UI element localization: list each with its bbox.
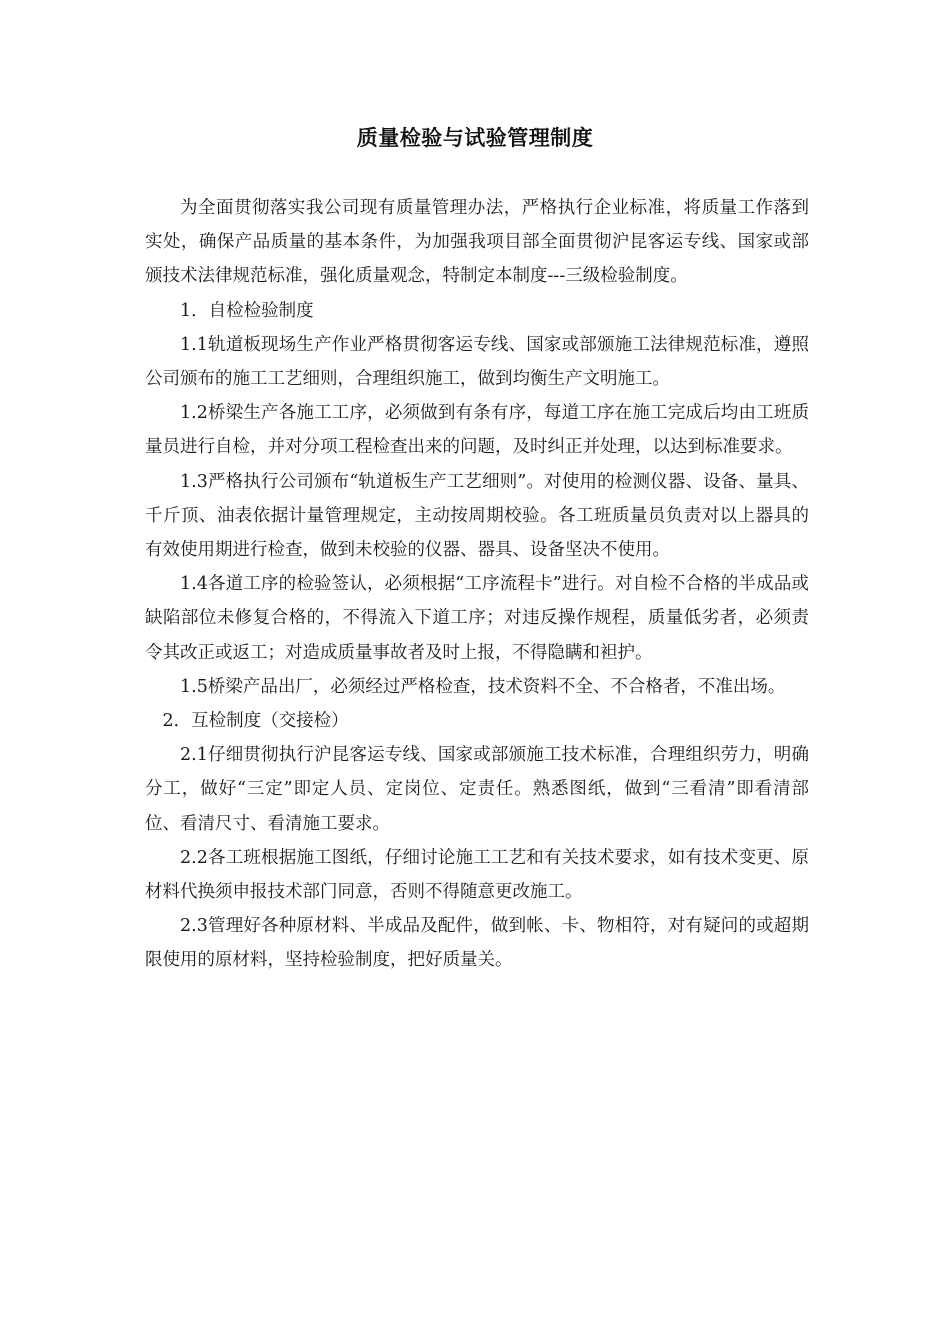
section-heading-self-inspection: 1．自检检验制度: [180, 300, 314, 321]
section-heading-mutual-inspection: 2．互检制度（交接检）: [162, 711, 349, 732]
clause-1-2: 1.2桥梁生产各施工工序，必须做到有条有序，每道工序在施工完成后均由工班质量员进行自检，并对分项工程检查出来的问题，及时纠正并处理，以达到标准要求。: [145, 403, 809, 458]
document-title: 质量检验与试验管理制度: [356, 126, 594, 150]
clause-1-1: 1.1轨道板现场生产作业严格贯彻客运专线、国家或部颁施工法律规范标准，遵照公司颁布的施工工艺细则，合理组织施工，做到均衡生产文明施工。: [145, 334, 809, 390]
clause-1-3: 1.3严格执行公司颁布“轨道板生产工艺细则”。对使用的检测仪器、设备、量具、千斤顶、油表依据计量管理规定，主动按周期校验。各工班质量员负责对以上器具的有效使用期进行检查，做到未校验的仪器、器具、设备坚决不使用。: [145, 471, 809, 561]
intro-paragraph: 为全面贯彻落实我公司现有质量管理办法，严格执行企业标准，将质量工作落到实处，确保产品质量的基本条件，为加强我项目部全面贯彻沪昆客运专线、国家或部颁技术法律规范标准，强化质量观念，特制定本制度---三级检验制度。: [145, 198, 809, 287]
clause-2-3: 2.3管理好各种原材料、半成品及配件，做到帐、卡、物相符，对有疑问的或超期限使用的原材料，坚持检验制度，把好质量关。: [145, 916, 809, 971]
clause-2-2: 2.2各工班根据施工图纸，仔细讨论施工工艺和有关技术要求，如有技术变更、原材料代换须申报技术部门同意，否则不得随意更改施工。: [145, 847, 809, 903]
clause-2-1: 2.1仔细贯彻执行沪昆客运专线、国家或部颁施工技术标准，合理组织劳力，明确分工，做好“三定”即定人员、定岗位、定责任。熟悉图纸，做到“三看清”即看清部位、看清尺寸、看清施工要求。: [145, 745, 809, 834]
clause-1-4: 1.4各道工序的检验签认，必须根据“工序流程卡”进行。对自检不合格的半成品或缺陷部位未修复合格的，不得流入下道工序；对违反操作规程，质量低劣者，必须责令其改正或返工；对造成质量事故者及时上报，不得隐瞒和袒护。: [145, 574, 809, 663]
document-body: [145, 191, 809, 978]
clause-1-5: 1.5桥梁产品出厂，必须经过严格检查，技术资料不全、不合格者，不准出场。: [180, 676, 786, 697]
